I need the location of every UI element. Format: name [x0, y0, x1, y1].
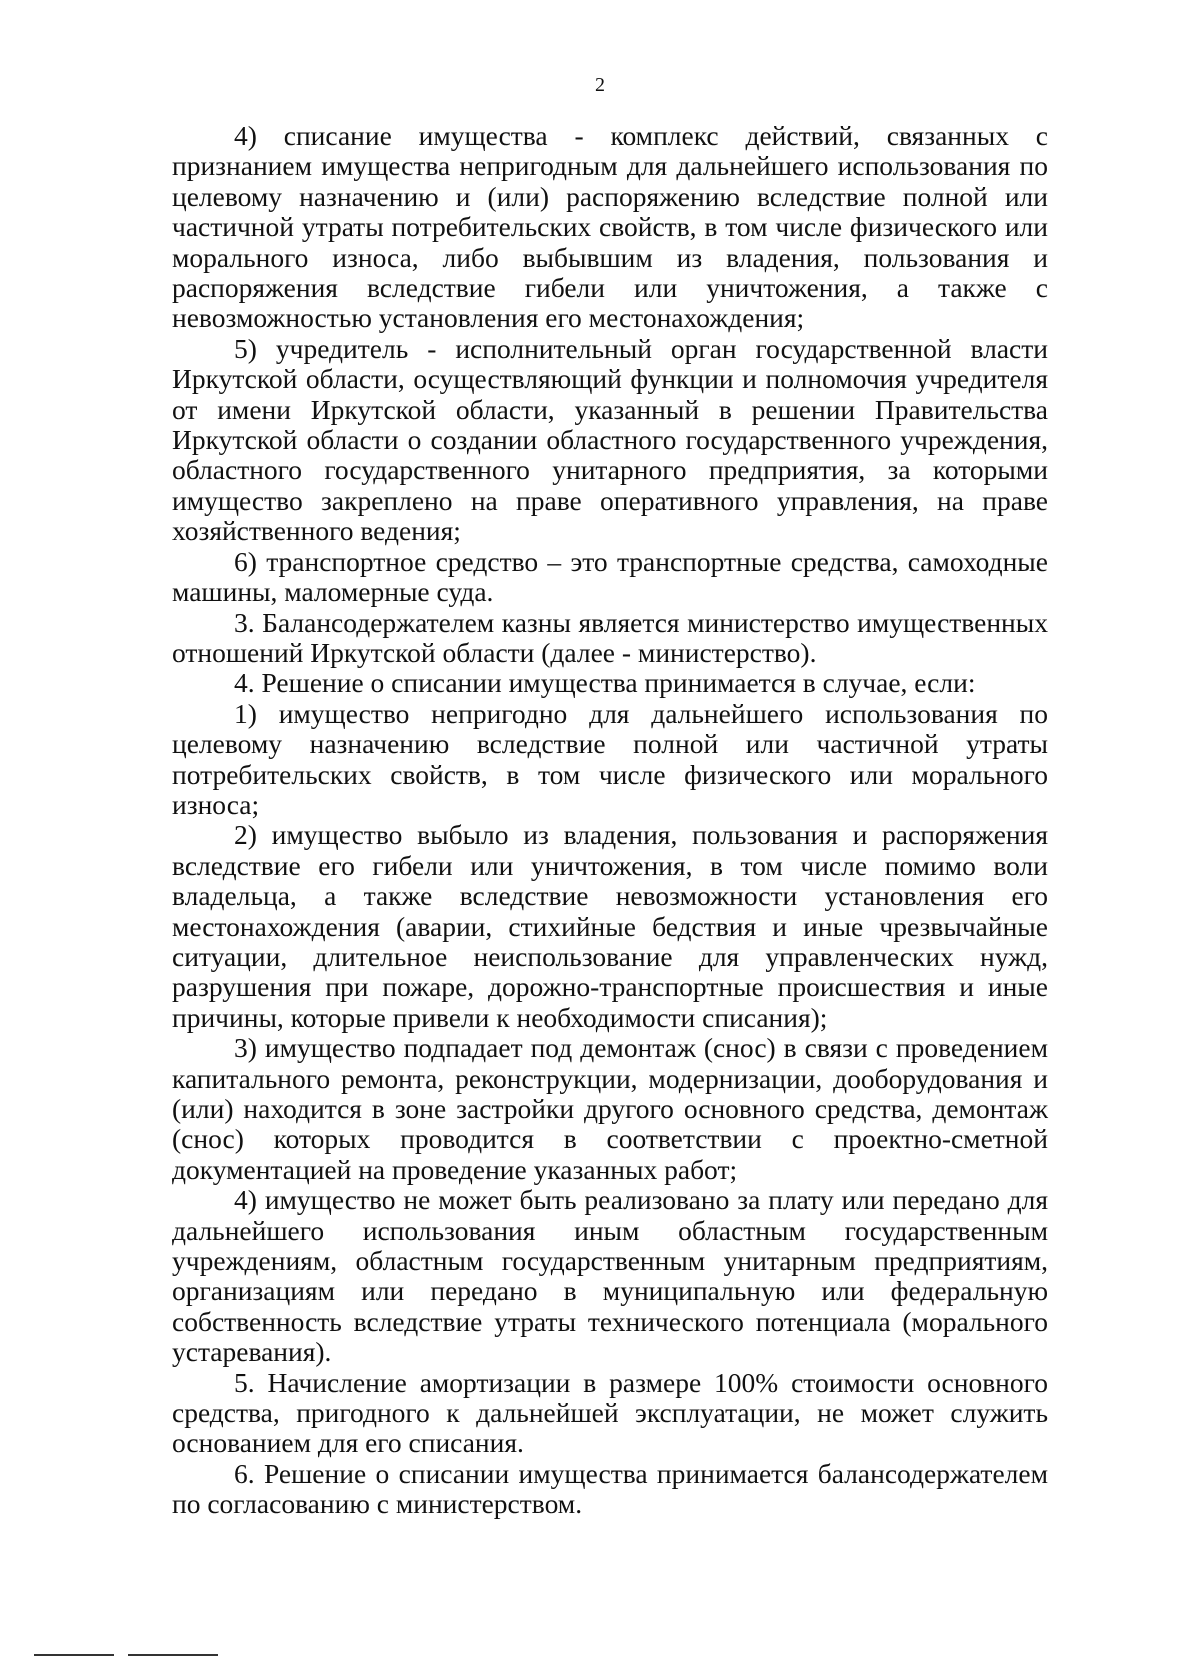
footer-rule-left	[34, 1654, 114, 1656]
paragraph-clause-5-depreciation: 5. Начисление амортизации в размере 100% стоимости основного средства, пригодного к дальнейшей эксплуатации, не может служить основанием для его списания.	[172, 1366, 1048, 1459]
paragraph-condition-1-unfit: 1) имущество непригодно для дальнейшего использования по целевому назначению вследствие полной или частичной утраты потребительских свойств, в том числе физического или морального износа;	[172, 697, 1048, 820]
paragraph-clause-6-decision: 6. Решение о списании имущества принимается балансодержателем по согласованию с министерством.	[172, 1457, 1048, 1520]
paragraph-item-4-write-off-definition: 4) списание имущества - комплекс действий, связанных с признанием имущества непригодным для дальнейшего использования по целевому назначению и (или) распоряжению вследствие полной или частичной утраты потребительских свойств, в том числе физического или морального износа, либо выбывшим из владения, пользования и распоряжения вследствие гибели или уничтожения, а также с невозможностью установления его местонахождения;	[172, 120, 1048, 334]
paragraph-item-5-founder-definition: 5) учредитель - исполнительный орган государственной власти Иркутской области, осуществляющий функции и полномочия учредителя от имени Иркутской области, указанный в решении Правительства Иркутской области о создании областного государственного учреждения, областного государственного унитарного предприятия, за которыми имущество закреплено на праве оперативного управления, на праве хозяйственного ведения;	[172, 332, 1048, 547]
paragraph-condition-3-demolition: 3) имущество подпадает под демонтаж (снос) в связи с проведением капитального ремонта, реконструкции, модернизации, дооборудования и (или) находится в зоне застройки другого основного средства, демонтаж (снос) которых проводится в соответствии с проектно-сметной документацией на проведение указанных работ;	[172, 1032, 1048, 1185]
paragraph-condition-2-lost: 2) имущество выбыло из владения, пользования и распоряжения вследствие его гибели или уничтожения, в том числе помимо воли владельца, а также вследствие невозможности установления его местонахождения (аварии, стихийные бедствия и иные чрезвычайные ситуации, длительное неиспользование для управленческих нужд, разрушения при пожаре, дорожно-транспортные происшествия и иные причины, которые привели к необходимости списания);	[172, 819, 1048, 1033]
paragraph-item-6-vehicle-definition: 6) транспортное средство – это транспортные средства, самоходные машины, маломерные суда.	[172, 545, 1048, 608]
page-number: 2	[595, 74, 605, 96]
paragraph-clause-3-treasury-holder: 3. Балансодержателем казны является министерство имущественных отношений Иркутской области (далее - министерство).	[172, 606, 1048, 668]
document-body	[172, 121, 1048, 1520]
footer-rule-right	[128, 1654, 218, 1656]
paragraph-condition-4-not-transferable: 4) имущество не может быть реализовано за плату или передано для дальнейшего использования иным областным государственным учреждениям, областным государственным унитарным предприятиям, организациям или передано в муниципальную или федеральную собственность вследствие утраты технического потенциала (морального устаревания).	[172, 1184, 1048, 1368]
paragraph-clause-4-write-off-conditions: 4. Решение о списании имущества принимается в случае, если:	[234, 667, 976, 699]
